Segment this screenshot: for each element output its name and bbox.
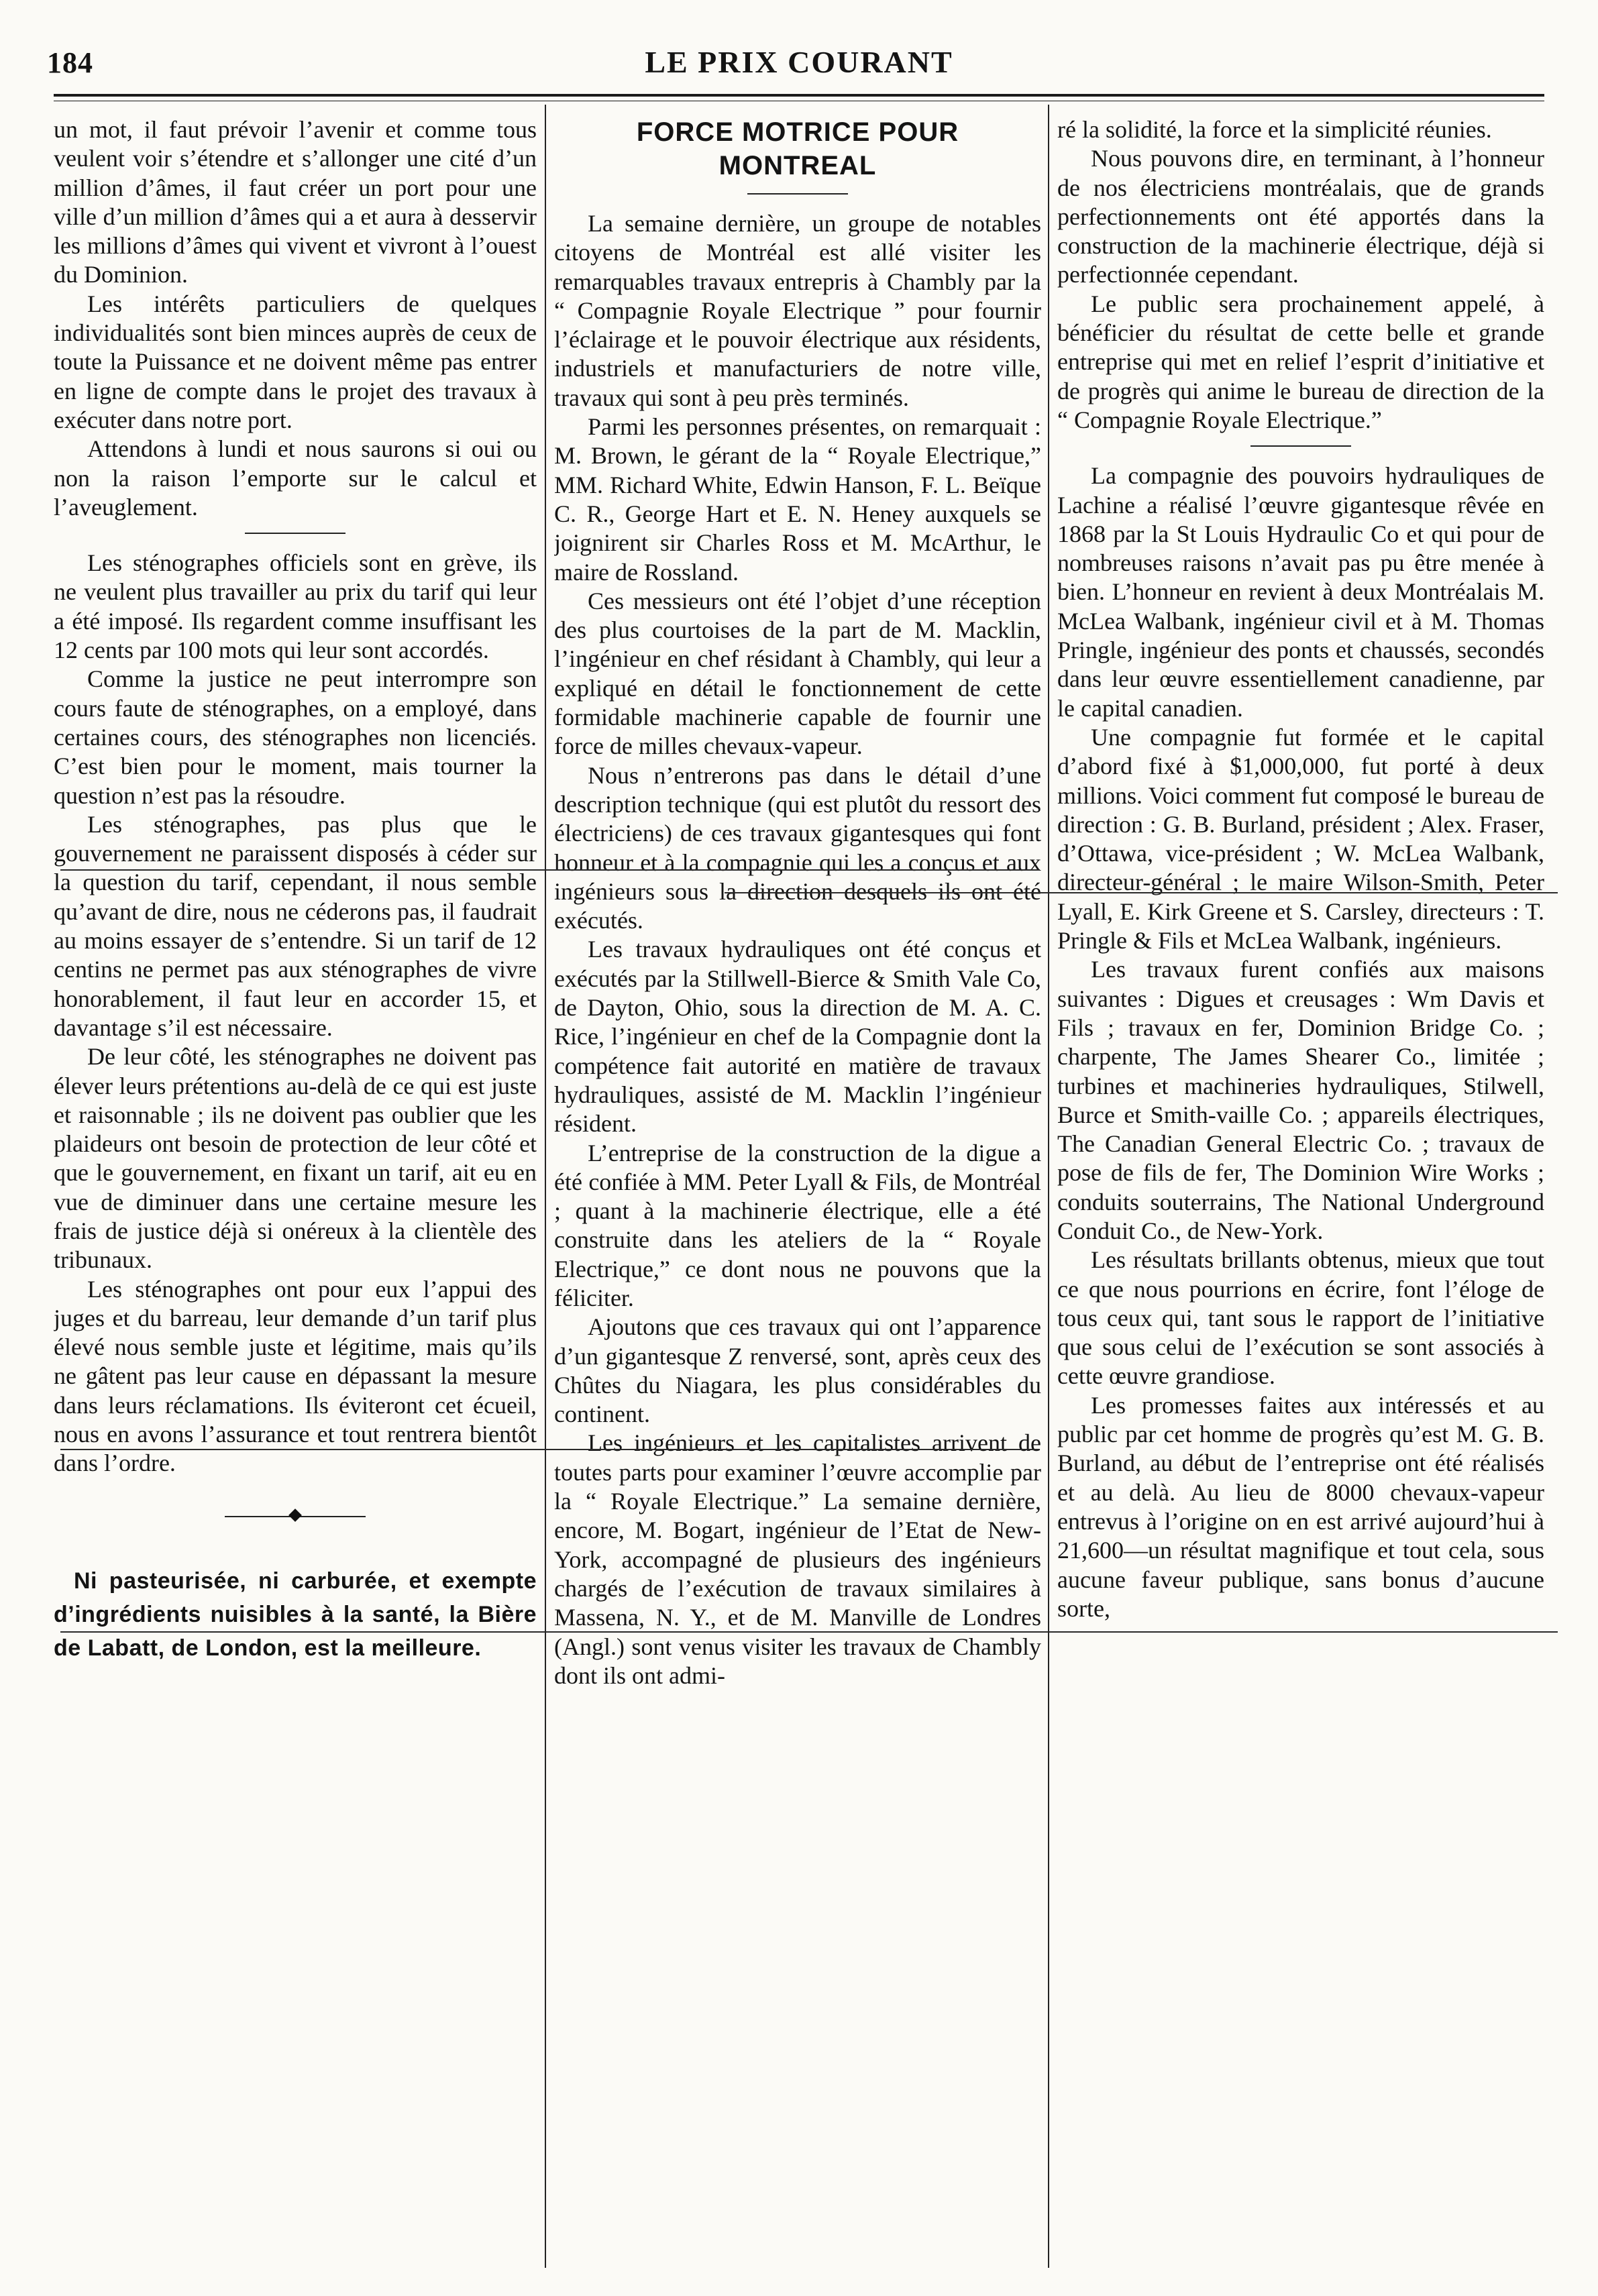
paragraph: un mot, il faut prévoir l’avenir et comme tous veulent voir s’étendre et s’allonger une cité d’un million d’âmes, il faut créer un port pour une ville d’un million d’âmes qui a et aura à desservir les millions d’âmes qui vivent et vivront à l’ouest du Dominion.	[54, 116, 537, 288]
paragraph: Les intérêts particuliers de quelques individualités sont bien minces auprès de ceux de toute la Puissance et ne doivent même pas entrer en ligne de compte dans le projet des travaux à exécuter dans notre port.	[54, 290, 537, 433]
paragraph: Les résultats brillants obtenus, mieux que tout ce que nous pourrions en écrire, font l’éloge de tous ceux qui, tant sous le rapport de l’initiative que sous celui de l’exécution se sont associés à cette œuvre grandiose.	[1057, 1246, 1544, 1390]
article-heading: FORCE MOTRICE POUR MONTREAL	[636, 117, 959, 180]
column-divider	[1048, 105, 1049, 2268]
paragraph: Les travaux furent confiés aux maisons suivantes : Digues et creusages : Wm Davis et Fils ; travaux en fer, Dominion Bridge Co. ; charpente, The James Shearer Co., limitée ; turbines et machineries hydrauliques, Stilwell, Burce et Smith-vaille Co. ; appareils électriques, The Canadian General Electric Co. ; travaux de pose de fils de fer, The Dominion Wire Works ; conduits souterrains, The National Underground Conduit Co., de New-York.	[1057, 956, 1544, 1244]
paragraph: Attendons à lundi et nous saurons si oui ou non la raison l’emporte sur le calcul et l’aveuglement.	[54, 435, 537, 521]
paragraph: ré la solidité, la force et la simplicité réunies.	[1057, 116, 1492, 143]
paragraph: Une compagnie fut formée et le capital d’abord fixé à $1,000,000, fut porté à deux millions. Voici comment fut composé le bureau de direction : G. B. Burland, président ; Alex. Fraser, d’Ottawa, vice-président ; W. McLea Walbank, directeur-général ; le maire Wilson-Smith, Peter Lyall, E. Kirk Greene et S. Carsley, directeurs : T. Pringle & Fils et McLea Walbank, ingénieurs.	[1057, 723, 1544, 954]
printing-strike-line	[60, 1449, 1040, 1450]
paragraph: L’entreprise de la construction de la digue a été confiée à MM. Peter Lyall & Fils, de Montréal ; quant à la machinerie électrique, elle a été construite dans les ateliers de la “ Royale Electrique,” ce dont nous ne pouvons que la féliciter.	[554, 1139, 1041, 1311]
column-divider	[545, 105, 546, 2268]
paragraph: Comme la justice ne peut interrompre son cours faute de sténographes, on a employé, dans certaines cours, des sténographes non licenciés. C’est bien pour le moment, mais tourner la question n’est pas la résoudre.	[54, 665, 537, 809]
paragraph: Les sténographes, pas plus que le gouvernement ne paraissent disposés à céder sur la question du tarif, cependant, il nous semble qu’avant de dire, nous ne céderons pas, il faudrait au moins essayer de s’entendre. Si un tarif de 12 centins ne permet pas aux sténographes de vivre honorablement, il faut leur en accorder 15, et davantage s’il est nécessaire.	[54, 810, 537, 1041]
page-number: 184	[47, 46, 93, 79]
paragraph: Les sténographes ont pour eux l’appui des juges et du barreau, leur demande d’un tarif plus élevé nous semble juste et légitime, mais qu’ils ne gâtent pas leur cause en dépassant la mesure dans leurs réclamations. Ils éviteront cet écueil, nous en avons l’assurance et tout rentrera bientôt dans l’ordre.	[54, 1275, 537, 1477]
column-left	[54, 115, 537, 2268]
paragraph: La semaine dernière, un groupe de notables citoyens de Montréal est allé visiter les remarquables travaux entrepris à Chambly par la “ Compagnie Royale Electrique ” pour fournir l’éclairage et le pouvoir électrique aux résidents, industriels et manufacturiers de notre ville, travaux qui sont à peu près terminés.	[554, 210, 1041, 411]
paragraph: La compagnie des pouvoirs hydrauliques de Lachine a réalisé l’œuvre gigantesque rêvée en 1868 par la St Louis Hydraulic Co et qui pour de nombreuses raisons n’avait pas pu être menée à bien. L’honneur en revient à deux Montréalais M. McLea Walbank, ingénieur civil et à M. Thomas Pringle, ingénieur des ponts et chaussés, secondés dans leur œuvre essentiellement canadienne, par le capital canadien.	[1057, 462, 1544, 722]
paragraph: Les promesses faites aux intéressés et au public par cet homme de progrès qu’est M. G. B. Burland, au début de l’entreprise ont été réalisés et au delà. Au lieu de 8000 chevaux-vapeur entrevus à l’origine on en est arrivé aujourd’hui à 21,600—un résultat magnifique et tout cela, sous aucune faveur publique, sans bonus d’aucune sorte,	[1057, 1391, 1544, 1622]
heading-rule	[747, 193, 848, 195]
header-rule	[54, 94, 1544, 97]
column-right	[1057, 115, 1544, 2268]
printing-strike-line	[725, 892, 1558, 893]
printing-strike-line	[60, 1631, 1558, 1633]
paragraph: Le public sera prochainement appelé, à bénéficier du résultat de cette belle et grande entreprise qui met en relief l’esprit d’initiative et de progrès qui anime le bureau de direction de la “ Compagnie Royale Electrique.”	[1057, 290, 1544, 433]
ornament-divider	[225, 1516, 366, 1524]
paragraph: Les travaux hydrauliques ont été conçus et exécutés par la Stillwell-Bierce & Smith Vale Co, de Dayton, Ohio, sous la direction de M. A. C. Rice, l’ingénieur en chef de la Compagnie dont la compétence fait autorité en matière de travaux hydrauliques, assisté de M. Macklin l’ingénieur résident.	[554, 936, 1041, 1138]
running-title: LE PRIX COURANT	[645, 45, 953, 79]
paragraph: Ajoutons que ces travaux qui ont l’apparence d’un gigantesque Z renversé, sont, après ceux des Chûtes du Niagara, les plus considérables du continent.	[554, 1313, 1041, 1428]
paragraph: Nous pouvons dire, en terminant, à l’honneur de nos électriciens montréalais, que de grands perfectionnements ont été apportés dans la construction de la machinerie électrique, déjà si perfectionnée cependant.	[1057, 145, 1544, 288]
paragraph: Les ingénieurs et les capitalistes arrivent de toutes parts pour examiner l’œuvre accomplie par la “ Royale Electrique.” La semaine dernière, encore, M. Bogart, ingénieur de l’Etat de New-York, accompagné de plusieurs des ingénieurs chargés de l’exécution de travaux similaires à Massena, N. Y., et de M. Manville de Londres (Angl.) sont venus visiter les travaux de Chambly dont ils ont admi-	[554, 1429, 1041, 1689]
printing-strike-line	[60, 869, 1040, 871]
section-rule	[245, 533, 345, 534]
section-rule	[1250, 445, 1351, 447]
paragraph: Nous n’entrerons pas dans le détail d’une description technique (qui est plutôt du ressort des électriciens) de ces travaux gigantesques qui font honneur et à la compagnie qui les a conçus et aux ingénieurs sous la direction desquels ils ont été exécutés.	[554, 761, 1041, 934]
page-header	[40, 42, 1558, 89]
labatt-advertisement: Ni pasteurisée, ni carburée, et exempte d’ingrédients nuisibles à la santé, la Bière de Labatt, de London, est la meilleure.	[54, 1568, 537, 1661]
column-middle	[554, 115, 1041, 2268]
paragraph: Les sténographes officiels sont en grève, ils ne veulent plus travailler au prix du tarif qui leur a été imposé. Ils regardent comme insuffisant les 12 cents par 100 mots qui leur sont accordés.	[54, 549, 537, 664]
paragraph: De leur côté, les sténographes ne doivent pas élever leurs prétentions au-delà de ce qui est juste et raisonnable ; ils ne doivent pas oublier que les plaideurs ont besoin de protection de leur côté et que le gouvernement, en fixant un tarif, ait eu en vue de diminuer dans une certaine mesure les frais de justice déjà si onéreux à la clientèle des tribunaux.	[54, 1043, 537, 1274]
paragraph: Ces messieurs ont été l’objet d’une réception des plus courtoises de la part de M. Macklin, l’ingénieur en chef résidant à Chambly, qui leur a expliqué en détail le fonctionnement de cette formidable machinerie capable de fournir une force de milles chevaux-vapeur.	[554, 587, 1041, 760]
paragraph: Parmi les personnes présentes, on remarquait : M. Brown, le gérant de la “ Royale Electrique,” MM. Richard White, Edwin Hanson, F. L. Beïque C. R., George Hart et E. N. Heney auxquels se joignirent sir Charles Ross et M. McArthur, le maire de Rossland.	[554, 413, 1041, 586]
